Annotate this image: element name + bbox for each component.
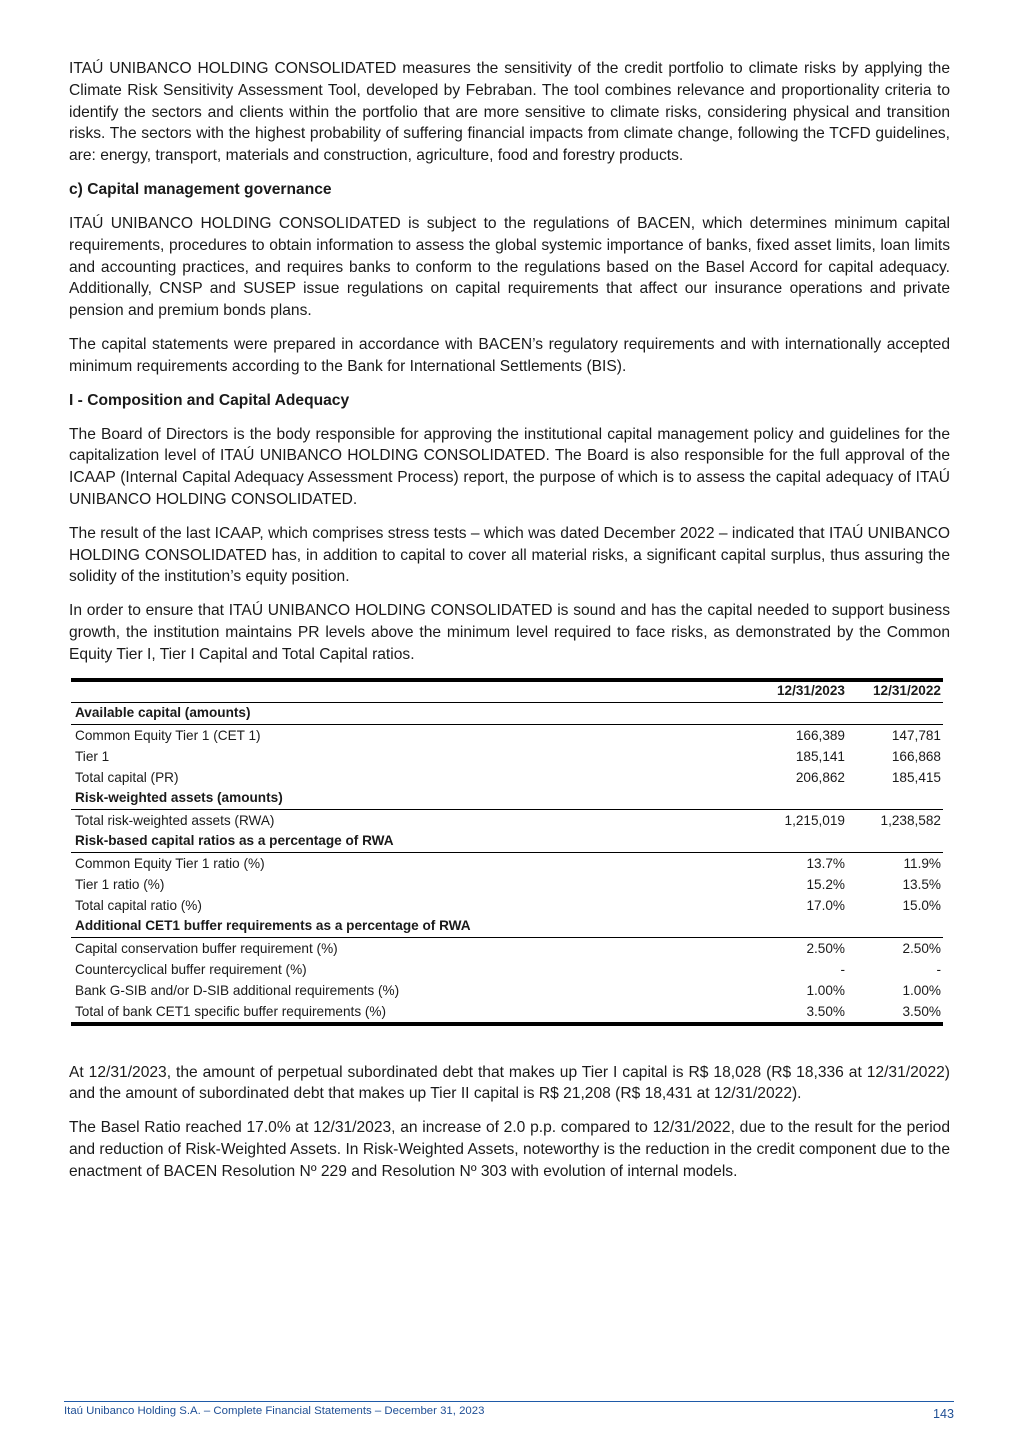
group-cet1-buffer: Additional CET1 buffer requirements as a percentage of RWA: [71, 916, 943, 938]
value-2023: 3.50%: [806, 1003, 845, 1019]
page-number: 143: [932, 1407, 954, 1421]
value-2022: 185,415: [891, 769, 941, 785]
value-2022: 166,868: [891, 748, 941, 764]
row-label: Total capital ratio (%): [75, 897, 202, 913]
row-label: Total of bank CET1 specific buffer requirements (%): [75, 1003, 387, 1019]
row-label: Common Equity Tier 1 (CET 1): [75, 727, 261, 743]
table-row: [71, 937, 943, 959]
row-label: Capital conservation buffer requirement (%): [75, 940, 338, 956]
table-row: [71, 724, 943, 746]
value-2022: -: [936, 961, 941, 977]
value-2023: 1,215,019: [784, 812, 845, 828]
column-header-2022: 12/31/2022: [849, 680, 943, 703]
table-group-row: [71, 788, 943, 810]
table-group-row: [71, 916, 943, 938]
heading-composition-capital-adequacy: I - Composition and Capital Adequacy: [69, 391, 350, 409]
table-row: [71, 809, 943, 831]
table-row: [71, 980, 943, 1001]
value-2023: 15.2%: [806, 876, 845, 892]
capital-adequacy-table: [71, 678, 943, 1026]
value-2023: 166,389: [795, 727, 845, 743]
table-row: [71, 959, 943, 980]
row-label: Bank G-SIB and/or D-SIB additional requirements (%): [75, 982, 400, 998]
value-2022: 3.50%: [902, 1003, 941, 1019]
column-header-2023: 12/31/2023: [753, 680, 849, 703]
table-group-row: [71, 702, 943, 724]
row-label: Tier 1 ratio (%): [75, 876, 165, 892]
table-row: [71, 895, 943, 916]
table-header-row: [71, 680, 943, 703]
group-risk-weighted-assets: Risk-weighted assets (amounts): [71, 788, 943, 810]
value-2022: 1.00%: [902, 982, 941, 998]
value-2023: 2.50%: [806, 940, 845, 956]
paragraph-capital-statements: The capital statements were prepared in accordance with BACEN’s regulatory requirements and with internationally accepted minimum requirements according to the Bank for International Settlements (BIS).: [69, 335, 950, 375]
page-footer: [64, 1401, 954, 1421]
row-label: Common Equity Tier 1 ratio (%): [75, 855, 265, 871]
table-header-blank: [71, 680, 753, 703]
table-group-row: [71, 831, 943, 853]
group-capital-ratios: Risk-based capital ratios as a percentage of RWA: [71, 831, 943, 853]
paragraph-basel-ratio: The Basel Ratio reached 17.0% at 12/31/2023, an increase of 2.0 p.p. compared to 12/31/2022, due to the result for the period and reduction of Risk-Weighted Assets. In Risk-Weighted Assets, noteworthy is the reduction in the credit component due to the enactment of BACEN Resolution Nº 229 and Resolution Nº 303 with evolution of internal models.: [69, 1119, 950, 1180]
row-label: Total risk-weighted assets (RWA): [75, 812, 275, 828]
paragraph-icaap-result: The result of the last ICAAP, which comprises stress tests – which was dated December 2022 – indicated that ITAÚ UNIBANCO HOLDING CONSOLIDATED has, in addition to capital to cover all material risks, a significant capital surplus, thus assuring the solidity of the institution’s equity position.: [69, 524, 950, 586]
value-2023: 185,141: [795, 748, 845, 764]
value-2022: 11.9%: [903, 855, 941, 871]
value-2023: 13.7%: [806, 855, 845, 871]
table-row: [71, 746, 943, 767]
value-2022: 13.5%: [902, 876, 941, 892]
table-row: [71, 852, 943, 874]
value-2023: 1.00%: [806, 982, 845, 998]
table-row: [71, 767, 943, 788]
document-page: [69, 58, 950, 1195]
paragraph-climate-risk: ITAÚ UNIBANCO HOLDING CONSOLIDATED measures the sensitivity of the credit portfolio to climate risks by applying the Climate Risk Sensitivity Assessment Tool, developed by Febraban. The tool combines relevance and proportionality criteria to identify the sectors and clients within the portfolio that are more sensitive to climate risks, considering physical and transition risks. The sectors with the highest probability of suffering financial impacts from climate change, following the TCFD guidelines, are: energy, transport, materials and construction, agriculture, food and forestry products.: [69, 60, 950, 165]
value-2022: 1,238,582: [880, 812, 941, 828]
paragraph-bacen-regulations: ITAÚ UNIBANCO HOLDING CONSOLIDATED is subject to the regulations of BACEN, which determines minimum capital requirements, procedures to obtain information to assess the global systemic importance of banks, fixed asset limits, loan limits and accounting practices, and requires banks to conform to the regulations based on the Basel Accord for capital adequacy. Additionally, CNSP and SUSEP issue regulations on capital requirements that affect our insurance operations and private pension and premium bonds plans.: [69, 214, 950, 320]
value-2022: 2.50%: [902, 940, 941, 956]
row-label: Total capital (PR): [75, 769, 179, 785]
group-available-capital: Available capital (amounts): [71, 702, 943, 724]
value-2023: -: [840, 961, 845, 977]
value-2022: 147,781: [891, 727, 941, 743]
table-row: [71, 1001, 943, 1024]
footer-text: Itaú Unibanco Holding S.A. – Complete Financial Statements – December 31, 2023: [64, 1405, 485, 1417]
paragraph-board-of-directors: The Board of Directors is the body responsible for approving the institutional capital management policy and guidelines for the capitalization level of ITAÚ UNIBANCO HOLDING CONSOLIDATED. The Board is also responsible for the full approval of the ICAAP (Internal Capital Adequacy Assessment Process) report, the purpose of which is to assess the capital adequacy of ITAÚ UNIBANCO HOLDING CONSOLIDATED.: [69, 425, 950, 508]
paragraph-subordinated-debt: At 12/31/2023, the amount of perpetual subordinated debt that makes up Tier I capital is R$ 18,028 (R$ 18,336 at 12/31/2022) and the amount of subordinated debt that makes up Tier II capital is R$ 21,208 (R$ 18,431 at 12/31/2022).: [69, 1063, 950, 1103]
row-label: Tier 1: [75, 748, 110, 764]
paragraph-pr-levels: In order to ensure that ITAÚ UNIBANCO HOLDING CONSOLIDATED is sound and has the capital needed to support business growth, the institution maintains PR levels above the minimum level required to face risks, as demonstrated by the Common Equity Tier I, Tier I Capital and Total Capital ratios.: [69, 602, 950, 663]
row-label: Countercyclical buffer requirement (%): [75, 961, 307, 977]
table-row: [71, 874, 943, 895]
value-2023: 206,862: [795, 769, 845, 785]
value-2022: 15.0%: [902, 897, 941, 913]
heading-capital-management-governance: c) Capital management governance: [69, 180, 332, 198]
post-table-section: [69, 1062, 950, 1183]
value-2023: 17.0%: [806, 897, 845, 913]
